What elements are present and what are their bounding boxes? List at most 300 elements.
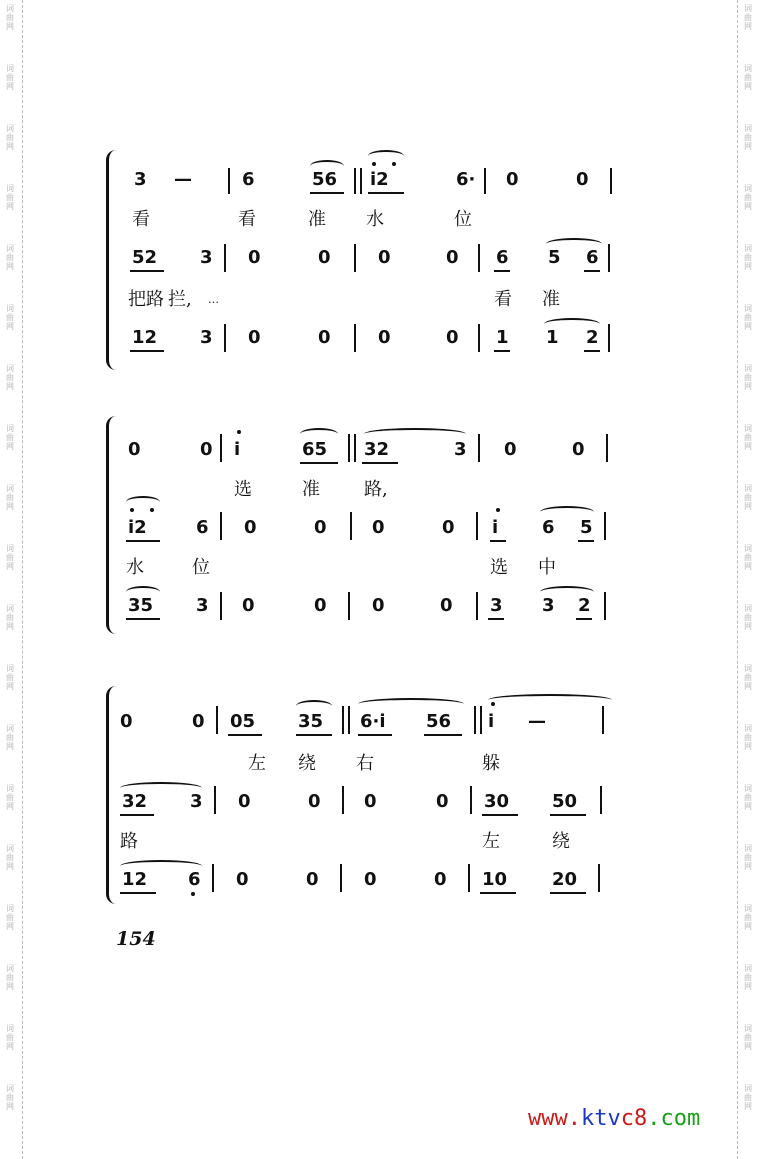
- slur: [488, 694, 612, 706]
- note: 3: [190, 791, 203, 812]
- note: 0: [248, 247, 261, 268]
- barline: [480, 706, 482, 734]
- watermark-char: 曲: [6, 553, 14, 562]
- watermark-block: [2, 304, 18, 331]
- watermark-char: 曲: [744, 373, 752, 382]
- watermark-char: 词: [744, 184, 752, 193]
- lyric: 躲: [482, 753, 500, 774]
- watermark-block: [740, 424, 756, 451]
- dot: [237, 430, 241, 434]
- watermark-char: 曲: [744, 793, 752, 802]
- watermark-char: 网: [6, 682, 14, 691]
- watermark-char: 曲: [744, 193, 752, 202]
- watermark-char: 词: [6, 544, 14, 553]
- watermark-block: [740, 904, 756, 931]
- barline: [478, 434, 480, 462]
- watermark-char: 曲: [744, 13, 752, 22]
- slur: [126, 496, 160, 508]
- watermark-block: [2, 4, 18, 31]
- watermark-char: 词: [6, 724, 14, 733]
- watermark-block: [740, 724, 756, 751]
- watermark-char: 曲: [6, 373, 14, 382]
- note: 12: [132, 327, 158, 348]
- barline: [354, 434, 356, 462]
- watermark-char: 网: [744, 382, 752, 391]
- note: 0: [242, 595, 255, 616]
- watermark-char: 词: [744, 664, 752, 673]
- watermark-block: [2, 664, 18, 691]
- underline: [490, 540, 506, 542]
- lyric: 右: [356, 753, 374, 774]
- barline: [212, 864, 214, 892]
- watermark-block: [2, 844, 18, 871]
- watermark-char: 曲: [744, 973, 752, 982]
- underline: [488, 618, 504, 620]
- note: 50: [552, 791, 578, 812]
- watermark-char: 曲: [6, 673, 14, 682]
- watermark-block: [2, 184, 18, 211]
- watermark-char: 网: [6, 862, 14, 871]
- note: 0: [434, 869, 447, 890]
- lyric: 准: [542, 289, 560, 310]
- watermark-char: 网: [6, 502, 14, 511]
- watermark-block: [740, 4, 756, 31]
- site-part-3: c8: [620, 1106, 648, 1131]
- note: i2: [370, 169, 389, 190]
- watermark-block: [2, 424, 18, 451]
- watermark-block: [740, 1024, 756, 1051]
- barline: [608, 244, 610, 272]
- watermark-char: 曲: [744, 493, 752, 502]
- note: 3: [200, 247, 213, 268]
- watermark-block: [2, 1024, 18, 1051]
- watermark-char: 曲: [744, 853, 752, 862]
- watermark-char: 网: [6, 202, 14, 211]
- barline: [478, 324, 480, 352]
- watermark-char: 词: [744, 364, 752, 373]
- watermark-char: 曲: [744, 733, 752, 742]
- watermark-char: 网: [6, 1042, 14, 1051]
- watermark-block: [740, 964, 756, 991]
- lyric: 位: [192, 557, 210, 578]
- dot: [130, 508, 134, 512]
- note: 3: [542, 595, 555, 616]
- note: 0: [446, 327, 459, 348]
- watermark-char: 曲: [6, 13, 14, 22]
- underline: [358, 734, 392, 736]
- note: 56: [312, 169, 338, 190]
- watermark-char: 曲: [6, 493, 14, 502]
- note: i: [488, 711, 495, 732]
- watermark-char: 网: [6, 562, 14, 571]
- note: 35: [128, 595, 154, 616]
- underline: [550, 892, 586, 894]
- note: 0: [318, 327, 331, 348]
- underline: [550, 814, 586, 816]
- note: 6: [542, 517, 555, 538]
- underline: [576, 618, 592, 620]
- note: 0: [576, 169, 589, 190]
- dot: [496, 508, 500, 512]
- lyric: 看: [132, 209, 150, 230]
- site-part-1: www.: [528, 1106, 581, 1131]
- watermark-char: 网: [6, 742, 14, 751]
- barline: [342, 706, 344, 734]
- watermark-char: 曲: [6, 973, 14, 982]
- barline: [348, 706, 350, 734]
- note: 20: [552, 869, 578, 890]
- watermark-char: 词: [744, 244, 752, 253]
- lyric: 路: [120, 831, 138, 852]
- watermark-char: 词: [744, 304, 752, 313]
- note: 5: [580, 517, 593, 538]
- watermark-char: 词: [744, 724, 752, 733]
- watermark-block: [2, 904, 18, 931]
- watermark-block: [740, 484, 756, 511]
- note: 52: [132, 247, 158, 268]
- barline: [348, 434, 350, 462]
- barline: [350, 512, 352, 540]
- watermark-char: 曲: [744, 73, 752, 82]
- watermark-block: [2, 784, 18, 811]
- watermark-char: 曲: [744, 133, 752, 142]
- watermark-char: 词: [744, 1024, 752, 1033]
- watermark-char: 网: [6, 262, 14, 271]
- watermark-char: 词: [6, 124, 14, 133]
- barline: [214, 786, 216, 814]
- underline: [362, 462, 398, 464]
- underline: [494, 270, 510, 272]
- left-watermark-column: [2, 0, 18, 1159]
- note: 0: [506, 169, 519, 190]
- site-part-4: .com: [647, 1106, 701, 1131]
- underline: [424, 734, 462, 736]
- watermark-char: 网: [744, 1042, 752, 1051]
- note: 0: [436, 791, 449, 812]
- watermark-block: [2, 364, 18, 391]
- note: 0: [192, 711, 205, 732]
- barline: [342, 786, 344, 814]
- note: 1: [496, 327, 509, 348]
- note: 3: [454, 439, 467, 460]
- watermark-block: [2, 484, 18, 511]
- watermark-char: 网: [6, 82, 14, 91]
- watermark-char: 网: [744, 202, 752, 211]
- dot: [191, 892, 195, 896]
- barline: [224, 324, 226, 352]
- note: 10: [482, 869, 508, 890]
- barline: [348, 592, 350, 620]
- barline: [476, 592, 478, 620]
- watermark-char: 曲: [744, 913, 752, 922]
- watermark-char: 网: [6, 922, 14, 931]
- lyric: 水: [126, 557, 144, 578]
- note: i2: [128, 517, 147, 538]
- watermark-char: 词: [6, 784, 14, 793]
- system-brace: [106, 686, 121, 904]
- barline: [354, 324, 356, 352]
- underline: [494, 350, 510, 352]
- barline: [608, 324, 610, 352]
- watermark-char: 曲: [744, 613, 752, 622]
- watermark-char: 曲: [6, 433, 14, 442]
- lyric: 绕: [552, 831, 570, 852]
- watermark-char: 曲: [744, 433, 752, 442]
- lyric: 水: [366, 209, 384, 230]
- watermark-block: [740, 604, 756, 631]
- watermark-char: 曲: [6, 793, 14, 802]
- watermark-char: 词: [6, 304, 14, 313]
- watermark-char: 词: [6, 844, 14, 853]
- watermark-char: 网: [744, 742, 752, 751]
- watermark-char: 词: [6, 184, 14, 193]
- watermark-char: 网: [744, 562, 752, 571]
- barline: [610, 168, 612, 194]
- note: 0: [306, 869, 319, 890]
- watermark-char: 曲: [744, 673, 752, 682]
- slur: [368, 150, 404, 162]
- watermark-char: 网: [744, 322, 752, 331]
- watermark-char: 网: [744, 22, 752, 31]
- watermark-char: 词: [744, 604, 752, 613]
- lyric: …: [208, 293, 219, 306]
- note-dash: —: [174, 169, 192, 190]
- watermark-char: 词: [744, 904, 752, 913]
- watermark-char: 曲: [6, 133, 14, 142]
- barline: [600, 786, 602, 814]
- watermark-char: 曲: [744, 313, 752, 322]
- note: 6: [496, 247, 509, 268]
- lyric: 绕: [298, 753, 316, 774]
- watermark-block: [2, 724, 18, 751]
- watermark-char: 网: [744, 802, 752, 811]
- watermark-char: 词: [6, 484, 14, 493]
- watermark-block: [2, 64, 18, 91]
- note: 6·i: [360, 711, 386, 732]
- watermark-char: 网: [744, 622, 752, 631]
- note: 3: [490, 595, 503, 616]
- watermark-char: 曲: [6, 853, 14, 862]
- watermark-char: 网: [744, 442, 752, 451]
- score-system-3: [96, 670, 636, 910]
- barline: [478, 244, 480, 272]
- underline: [296, 734, 332, 736]
- lyric: 看: [494, 289, 512, 310]
- underline: [578, 540, 594, 542]
- watermark-block: [740, 244, 756, 271]
- note: 0: [314, 517, 327, 538]
- watermark-char: 网: [744, 82, 752, 91]
- watermark-char: 词: [6, 64, 14, 73]
- note: 2: [586, 327, 599, 348]
- watermark-char: 曲: [6, 313, 14, 322]
- watermark-char: 词: [6, 904, 14, 913]
- watermark-char: 网: [6, 382, 14, 391]
- note: 0: [244, 517, 257, 538]
- underline: [126, 618, 160, 620]
- watermark-char: 词: [744, 124, 752, 133]
- barline: [220, 512, 222, 540]
- watermark-block: [740, 184, 756, 211]
- note: 0: [504, 439, 517, 460]
- note: 0: [128, 439, 141, 460]
- page-number: 154: [116, 928, 156, 950]
- note: 6: [242, 169, 255, 190]
- watermark-char: 曲: [744, 1033, 752, 1042]
- note: 0: [364, 869, 377, 890]
- barline: [474, 706, 476, 734]
- watermark-char: 词: [744, 64, 752, 73]
- barline: [224, 244, 226, 272]
- watermark-char: 词: [744, 4, 752, 13]
- note: 0: [572, 439, 585, 460]
- note: 2: [578, 595, 591, 616]
- note: 0: [236, 869, 249, 890]
- score-system-1: [96, 140, 636, 370]
- note: 0: [120, 711, 133, 732]
- watermark-block: [740, 64, 756, 91]
- watermark-block: [740, 304, 756, 331]
- barline: [468, 864, 470, 892]
- note: 65: [302, 439, 328, 460]
- note: 3: [196, 595, 209, 616]
- underline: [126, 540, 160, 542]
- note: 0: [372, 595, 385, 616]
- watermark-char: 网: [744, 262, 752, 271]
- underline: [130, 350, 164, 352]
- underline: [584, 350, 600, 352]
- watermark-block: [2, 1084, 18, 1111]
- note: 0: [318, 247, 331, 268]
- dot: [491, 702, 495, 706]
- watermark-block: [740, 124, 756, 151]
- underline: [120, 892, 156, 894]
- barline: [220, 592, 222, 620]
- slur: [358, 698, 464, 710]
- watermark-char: 网: [744, 682, 752, 691]
- note: 6·: [456, 169, 476, 190]
- lyric: 把路: [128, 289, 164, 310]
- watermark-char: 词: [6, 244, 14, 253]
- barline: [360, 168, 362, 194]
- watermark-char: 网: [6, 442, 14, 451]
- watermark-char: 词: [6, 364, 14, 373]
- note: 0: [364, 791, 377, 812]
- note: 0: [238, 791, 251, 812]
- note: 0: [372, 517, 385, 538]
- watermark-char: 词: [6, 1084, 14, 1093]
- note: 32: [122, 791, 148, 812]
- note: 0: [442, 517, 455, 538]
- note: 35: [298, 711, 324, 732]
- watermark-char: 网: [744, 982, 752, 991]
- watermark-block: [2, 244, 18, 271]
- lyric: 选: [234, 479, 252, 500]
- barline: [216, 706, 218, 734]
- underline: [480, 892, 516, 894]
- watermark-char: 词: [6, 664, 14, 673]
- watermark-char: 曲: [6, 613, 14, 622]
- barline: [476, 512, 478, 540]
- barline: [354, 168, 356, 194]
- note: i: [492, 517, 499, 538]
- note: 0: [378, 327, 391, 348]
- watermark-char: 网: [6, 622, 14, 631]
- watermark-block: [740, 784, 756, 811]
- watermark-char: 网: [744, 142, 752, 151]
- note: 6: [188, 869, 201, 890]
- watermark-char: 曲: [6, 73, 14, 82]
- watermark-char: 词: [6, 604, 14, 613]
- note: 0: [446, 247, 459, 268]
- note: 6: [196, 517, 209, 538]
- note: 3: [134, 169, 147, 190]
- note: 32: [364, 439, 390, 460]
- score-system-2: [96, 400, 636, 640]
- note: 0: [314, 595, 327, 616]
- system-brace: [106, 150, 121, 370]
- note: 6: [586, 247, 599, 268]
- watermark-char: 词: [6, 964, 14, 973]
- watermark-char: 词: [6, 4, 14, 13]
- watermark-char: 网: [744, 1102, 752, 1111]
- watermark-char: 曲: [6, 253, 14, 262]
- barline: [604, 512, 606, 540]
- watermark-char: 曲: [6, 733, 14, 742]
- barline: [598, 864, 600, 892]
- note: 1: [546, 327, 559, 348]
- note: 12: [122, 869, 148, 890]
- watermark-char: 网: [744, 922, 752, 931]
- watermark-char: 曲: [744, 1093, 752, 1102]
- system-brace: [106, 416, 121, 634]
- watermark-block: [2, 604, 18, 631]
- barline: [354, 244, 356, 272]
- dot: [150, 508, 154, 512]
- note: 0: [378, 247, 391, 268]
- lyric: 准: [302, 479, 320, 500]
- watermark-char: 词: [744, 544, 752, 553]
- barline: [340, 864, 342, 892]
- watermark-char: 曲: [6, 193, 14, 202]
- watermark-char: 词: [744, 784, 752, 793]
- site-part-2: ktv: [580, 1106, 621, 1131]
- lyric: 中: [538, 557, 556, 578]
- note: —: [528, 711, 546, 732]
- note: 0: [200, 439, 213, 460]
- lyric: 拦,: [168, 289, 192, 310]
- watermark-block: [740, 1084, 756, 1111]
- watermark-block: [740, 364, 756, 391]
- watermark-char: 网: [6, 982, 14, 991]
- note: 05: [230, 711, 256, 732]
- watermark-block: [740, 544, 756, 571]
- watermark-char: 词: [744, 844, 752, 853]
- watermark-char: 曲: [744, 253, 752, 262]
- watermark-char: 词: [6, 1024, 14, 1033]
- watermark-char: 词: [744, 424, 752, 433]
- watermark-char: 网: [6, 322, 14, 331]
- watermark-char: 曲: [744, 553, 752, 562]
- watermark-char: 曲: [6, 913, 14, 922]
- barline: [228, 168, 230, 194]
- note: 0: [308, 791, 321, 812]
- lyric: 左: [482, 831, 500, 852]
- underline: [120, 814, 154, 816]
- watermark-char: 曲: [6, 1093, 14, 1102]
- watermark-block: [2, 544, 18, 571]
- underline: [482, 814, 518, 816]
